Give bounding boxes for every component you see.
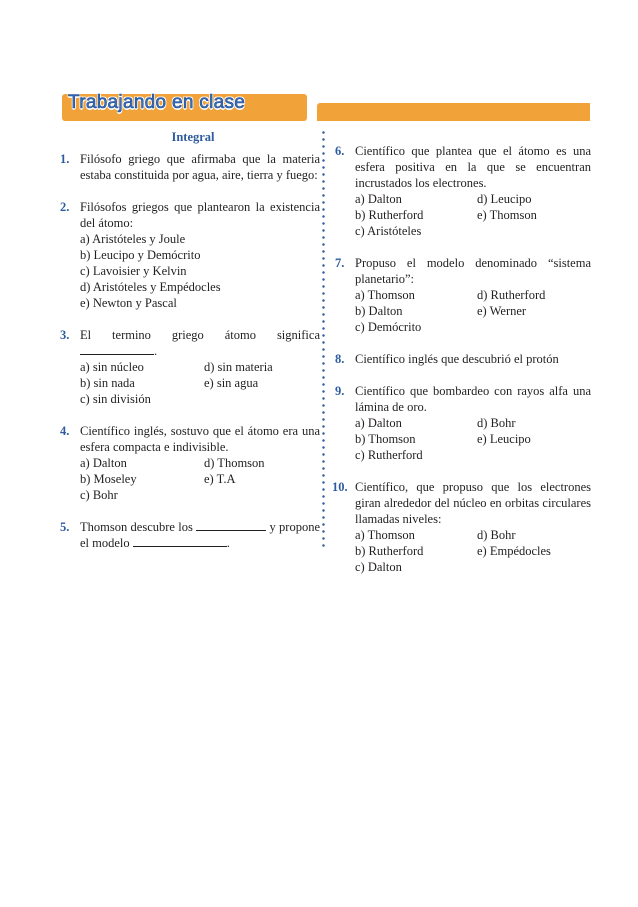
question-number: 8. (335, 352, 345, 366)
option: d) Leucipo (477, 192, 532, 206)
option: a) Dalton (355, 192, 402, 206)
option: d) sin materia (204, 360, 273, 374)
question-2 (60, 199, 320, 311)
option: d) Thomson (204, 456, 265, 470)
level-subheading: Integral (171, 130, 215, 144)
option: c) Bohr (80, 488, 118, 502)
question-text: Científico que bombardeo con rayos alfa una lámina de oro. (355, 384, 591, 414)
option: a) Dalton (355, 416, 402, 430)
question-number: 5. (60, 520, 70, 534)
question-text (80, 519, 320, 551)
question-text: Propuso el modelo denominado “sistema planetario”: (355, 256, 591, 286)
answer-blank[interactable] (80, 343, 154, 355)
option: b) Rutherford (355, 544, 424, 558)
section-title: Trabajando en clase (68, 92, 246, 113)
question-text: Científico, que propuso que los electrones giran alrededor del núcleo en orbitas circulares llamadas niveles: (355, 480, 591, 526)
question-number: 6. (335, 144, 345, 158)
option-list (80, 359, 320, 407)
question-text: Científico que plantea que el átomo es una esfera positiva en la que se encuentran incrustados los electrones. (355, 144, 591, 190)
question-text: Científico inglés, sostuvo que el átomo era una esfera compacta e indivisible. (80, 424, 320, 454)
question-7 (335, 255, 591, 335)
option-list (80, 231, 320, 311)
option: d) Bohr (477, 528, 516, 542)
question-8 (335, 351, 591, 367)
option: b) Rutherford (355, 208, 424, 222)
option: d) Rutherford (477, 288, 546, 302)
option-list (355, 527, 591, 575)
option: c) Dalton (355, 560, 402, 574)
answer-blank[interactable] (133, 535, 227, 547)
option: d) Bohr (477, 416, 516, 430)
option: c) sin división (80, 392, 151, 406)
header-bar-gap (307, 94, 317, 121)
right-column (332, 143, 591, 575)
question-text: Filósofos griegos que plantearon la existencia del átomo: (80, 200, 320, 230)
option: a) Aristóteles y Joule (80, 232, 186, 246)
question-3 (60, 327, 320, 407)
option: c) Rutherford (355, 448, 423, 462)
option: a) Dalton (80, 456, 127, 470)
option: a) Thomson (355, 288, 415, 302)
question-10 (332, 479, 591, 575)
question-number: 7. (335, 256, 345, 270)
header-bar-right (317, 103, 590, 121)
option: b) Thomson (355, 432, 416, 446)
question-number: 1. (60, 152, 70, 166)
question-number: 2. (60, 200, 70, 214)
question-4 (60, 423, 320, 503)
question-number: 10. (332, 480, 348, 494)
option-list (80, 455, 320, 503)
question-9 (335, 383, 591, 463)
question-text (80, 327, 320, 359)
option: e) Werner (477, 304, 527, 318)
question-text-middle: y propone el modelo (80, 520, 321, 550)
option: b) Dalton (355, 304, 403, 318)
option: e) Leucipo (477, 432, 531, 446)
question-text-start: El termino griego átomo significa (80, 328, 320, 342)
question-6 (335, 143, 591, 239)
option-list (355, 415, 591, 463)
option-list (355, 287, 591, 335)
section-header-bar (62, 89, 590, 121)
option: e) Newton y Pascal (80, 296, 177, 310)
option: c) Demócrito (355, 320, 422, 334)
column-divider (322, 129, 325, 549)
option: e) Empédocles (477, 544, 551, 558)
option: a) Thomson (355, 528, 415, 542)
option: b) Moseley (80, 472, 137, 486)
option: e) T.A (204, 472, 236, 486)
option: c) Lavoisier y Kelvin (80, 264, 187, 278)
option: e) sin agua (204, 376, 259, 390)
question-1 (60, 151, 320, 183)
question-text-end: . (154, 344, 158, 358)
question-text-start: Thomson descubre los (80, 520, 197, 534)
left-column (60, 151, 320, 551)
question-text: Filósofo griego que afirmaba que la materia estaba constituida por agua, aire, tierra y fuego: (80, 152, 320, 182)
answer-blank[interactable] (196, 519, 266, 531)
question-number: 3. (60, 328, 70, 342)
question-text-end: . (226, 536, 230, 550)
option: c) Aristóteles (355, 224, 422, 238)
option: a) sin núcleo (80, 360, 144, 374)
option: b) Leucipo y Demócrito (80, 248, 201, 262)
option: d) Aristóteles y Empédocles (80, 280, 221, 294)
option-list (355, 191, 591, 239)
option: e) Thomson (477, 208, 537, 222)
option: b) sin nada (80, 376, 135, 390)
question-number: 9. (335, 384, 345, 398)
question-5 (60, 519, 320, 551)
question-text: Científico inglés que descubrió el protón (355, 352, 559, 366)
question-number: 4. (60, 424, 70, 438)
